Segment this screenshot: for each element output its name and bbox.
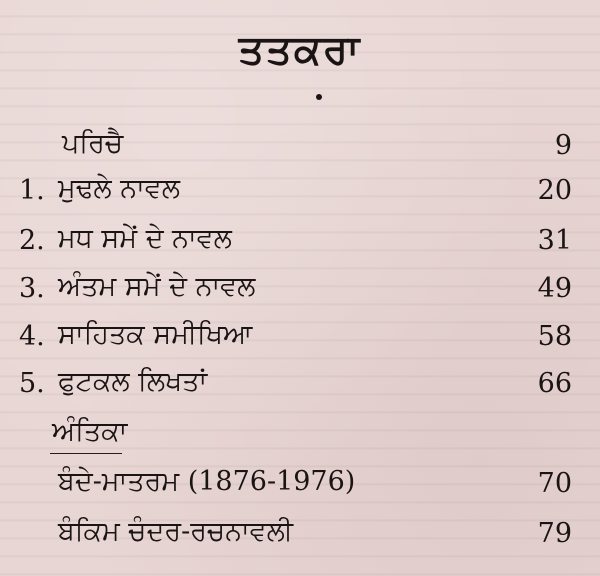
toc-entry-number: 5. — [19, 368, 45, 399]
toc-entry-label: ਸਾਹਿਤਕ ਸਮੀਖਿਆ — [58, 319, 253, 350]
page-title: ਤਤਕਰਾ — [238, 26, 362, 73]
toc-entry-number: 3. — [19, 273, 45, 304]
toc-entry-number: 2. — [19, 225, 45, 256]
toc-entry-page: 70 — [537, 468, 572, 499]
ornament-dot — [316, 94, 322, 100]
toc-entry-appendix-1 — [0, 466, 600, 506]
toc-entry-label: ਫੁਟਕਲ ਲਿਖਤਾਂ — [58, 366, 208, 397]
toc-entry-page: 20 — [537, 175, 572, 206]
toc-entry-page: 49 — [537, 273, 572, 304]
toc-entry-page: 66 — [537, 368, 572, 399]
toc-entry-label: ਬੰਦੇ-ਮਾਤਰਮ (1876-1976) — [58, 466, 356, 497]
toc-entry-label: ਬੰਕਿਮ ਚੰਦਰ-ਰਚਨਾਵਲੀ — [58, 516, 294, 547]
toc-entry-page: 9 — [554, 130, 572, 161]
toc-entry-page: 58 — [537, 321, 572, 352]
toc-entry-chapter-5 — [0, 366, 600, 406]
toc-entry-label: ਪਰਿਚੈ — [62, 128, 124, 159]
toc-entry-number: 4. — [19, 321, 45, 352]
toc-entry-label: ਮਧ ਸਮੇਂ ਦੇ ਨਾਵਲ — [58, 223, 232, 254]
toc-entry-intro — [0, 128, 600, 168]
appendix-heading: ਅੰਤਿਕਾ — [52, 416, 128, 447]
toc-entry-chapter-2 — [0, 223, 600, 263]
toc-entry-number: 1. — [19, 175, 45, 206]
toc-entry-label: ਮੁਢਲੇ ਨਾਵਲ — [58, 173, 180, 204]
toc-appendix-heading — [0, 416, 600, 456]
toc-entry-label: ਅੰਤਮ ਸਮੇਂ ਦੇ ਨਾਵਲ — [58, 271, 256, 302]
appendix-underline — [50, 453, 122, 454]
toc-entry-chapter-4 — [0, 319, 600, 359]
toc-entry-chapter-3 — [0, 271, 600, 311]
toc-entry-appendix-2 — [0, 516, 600, 556]
toc-entry-page: 31 — [537, 225, 572, 256]
toc-entry-chapter-1 — [0, 173, 600, 213]
toc-entry-page: 79 — [537, 518, 572, 549]
